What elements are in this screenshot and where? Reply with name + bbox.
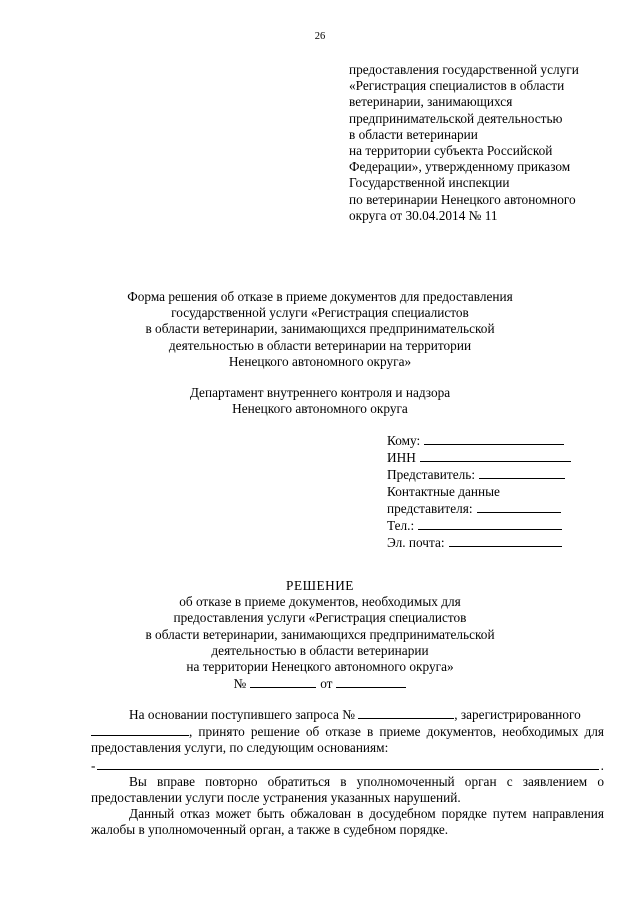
decision-line: в области ветеринарии, занимающихся предпринимательской — [145, 626, 495, 642]
phone-label: Тел.: — [387, 518, 415, 534]
inn-row — [387, 449, 587, 466]
reference-line: округа от 30.04.2014 № 11 — [349, 207, 498, 223]
reference-line: по ветеринарии Ненецкого автономного — [349, 191, 576, 207]
decision-line: об отказе в приеме документов, необходимых для — [179, 594, 461, 610]
number-date-row — [0, 675, 640, 692]
reasons-dash: - — [91, 757, 96, 773]
contact-row-1 — [387, 484, 587, 500]
inn-label: ИНН — [387, 450, 416, 466]
email-label: Эл. почта: — [387, 535, 445, 551]
page-number: 26 — [314, 31, 326, 42]
decision-line: на территории Ненецкого автономного округа» — [186, 659, 454, 675]
reference-line: ветеринарии, занимающихся — [349, 94, 513, 110]
registration-date-field[interactable] — [91, 723, 189, 736]
date-word: от — [320, 676, 333, 692]
decision-date-field[interactable] — [336, 675, 406, 688]
department-name — [0, 385, 640, 417]
contact-row-2 — [387, 500, 587, 517]
department-line: Ненецкого автономного округа — [232, 401, 408, 417]
contact-label-cont: представителя: — [387, 500, 473, 516]
number-sign: № — [233, 676, 247, 692]
request-number-field[interactable] — [358, 706, 454, 719]
decision-header — [0, 578, 640, 692]
basis-text-start: На основании поступившего запроса № — [129, 707, 355, 722]
decision-title: РЕШЕНИЕ — [286, 578, 354, 593]
form-title — [0, 289, 640, 370]
reference-line: Государственной инспекции — [349, 175, 510, 191]
basis-text-cont: , принято решение об отказе в приеме документов, необходимых для предоставления услуги, по следующим основаниям: — [91, 724, 604, 756]
paragraph-reapply: Вы вправе повторно обратиться в уполномоченный орган с заявлением о предоставлении услуги после устранения указанных нарушений. — [91, 773, 604, 806]
decision-line: деятельностью в области ветеринарии — [211, 642, 429, 658]
reference-line: предпринимательской деятельностью — [349, 110, 563, 126]
addressee-block — [387, 432, 587, 551]
reference-line: Федерации», утвержденному приказом — [349, 159, 571, 175]
reasons-row — [91, 757, 604, 774]
form-title-line: Ненецкого автономного округа» — [228, 353, 412, 369]
appendix-reference — [349, 62, 619, 224]
reference-line: «Регистрация специалистов в области — [349, 78, 565, 94]
basis-text-mid: , зарегистрированного — [454, 707, 581, 722]
inn-field[interactable] — [420, 449, 571, 462]
email-row — [387, 534, 587, 551]
contact-field[interactable] — [477, 500, 561, 513]
contact-label: Контактные данные — [387, 483, 500, 499]
representative-field[interactable] — [479, 466, 565, 479]
reasons-period: . — [600, 757, 604, 773]
paragraph-basis — [91, 706, 604, 757]
reference-line: предоставления государственной услуги — [349, 62, 579, 77]
form-title-line: в области ветеринарии, занимающихся предпринимательской — [145, 321, 495, 337]
phone-field[interactable] — [418, 517, 562, 530]
email-field[interactable] — [449, 534, 562, 547]
to-field[interactable] — [424, 432, 564, 445]
reasons-field[interactable] — [97, 757, 598, 770]
form-title-line: деятельностью в области ветеринарии на территории — [168, 337, 472, 353]
form-title-line: государственной услуги «Регистрация специалистов — [171, 305, 469, 321]
representative-label: Представитель: — [387, 467, 476, 483]
decision-body — [91, 706, 604, 839]
to-label: Кому: — [387, 433, 421, 448]
department-line: Департамент внутреннего контроля и надзора — [189, 385, 451, 400]
to-row — [387, 432, 587, 449]
decision-number-field[interactable] — [250, 675, 316, 688]
phone-row — [387, 517, 587, 534]
decision-line: предоставления услуги «Регистрация специалистов — [173, 610, 467, 626]
reference-line: на территории субъекта Российской — [349, 143, 553, 159]
form-title-line: Форма решения об отказе в приеме документов для предоставления — [127, 289, 513, 304]
reference-line: в области ветеринарии — [349, 126, 478, 142]
paragraph-appeal: Данный отказ может быть обжалован в досудебном порядке путем направления жалобы в уполномоченный орган, а также в судебном порядке. — [91, 806, 604, 838]
representative-row — [387, 466, 587, 483]
